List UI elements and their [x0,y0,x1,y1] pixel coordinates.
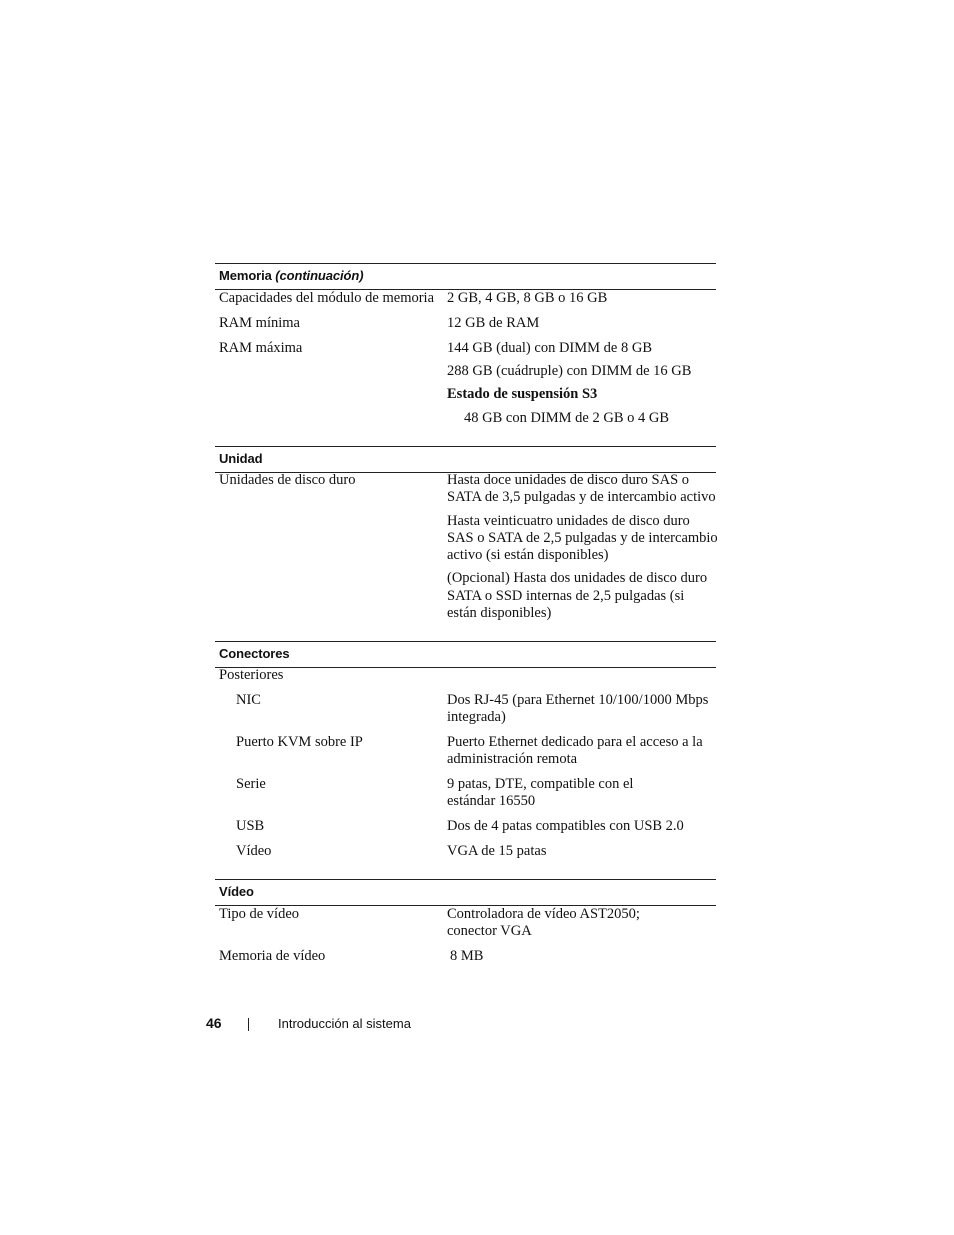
spec-value-hdd-35-line2: SATA de 3,5 pulgadas y de intercambio activo [447,489,716,505]
spec-value-video-type-line2: conector VGA [447,923,532,939]
footer-section-title: Introducción al sistema [278,1016,411,1031]
spec-label-hard-drives: Unidades de disco duro [219,472,356,488]
connectors-section-header [215,641,716,668]
memory-section-header [215,263,716,290]
spec-value-kvm-line2: administración remota [447,751,578,767]
spec-label-video-type: Tipo de vídeo [219,906,300,922]
spec-value-video-connector: VGA de 15 patas [447,843,547,859]
page-number: 46 [206,1015,222,1031]
memory-title-text: Memoria [219,268,272,283]
spec-label-nic: NIC [236,692,261,708]
drive-section-title: Unidad [219,451,263,466]
spec-value-hdd-optional-line3: están disponibles) [447,605,552,621]
spec-subheading-s3: Estado de suspensión S3 [447,386,598,402]
spec-value-hdd-optional-line2: SATA o SSD internas de 2,5 pulgadas (si [447,588,685,604]
spec-value-ram-max: 144 GB (dual) con DIMM de 8 GB [447,340,652,356]
video-section-header [215,879,716,906]
spec-label-rear: Posteriores [219,667,284,683]
spec-value-video-type-line1: Controladora de vídeo AST2050; [447,906,640,922]
video-section-title: Vídeo [219,884,254,899]
spec-value-hdd-optional-line1: (Opcional) Hasta dos unidades de disco duro [447,570,708,586]
spec-value-kvm-line1: Puerto Ethernet dedicado para el acceso a la [447,734,703,750]
spec-value-ram-max-quad: 288 GB (cuádruple) con DIMM de 16 GB [447,363,692,379]
connectors-section-title: Conectores [219,646,290,661]
spec-value-usb: Dos de 4 patas compatibles con USB 2.0 [447,818,684,834]
spec-value-hdd-25-line2: SAS o SATA de 2,5 pulgadas y de intercambio [447,530,718,546]
spec-label-serial: Serie [236,776,266,792]
spec-value-nic-line1: Dos RJ-45 (para Ethernet 10/100/1000 Mbps [447,692,709,708]
spec-label-video-memory: Memoria de vídeo [219,948,326,964]
memory-title-suffix: (continuación) [275,268,364,283]
spec-label-ram-min: RAM mínima [219,315,300,331]
spec-label-kvm: Puerto KVM sobre IP [236,734,363,750]
spec-value-s3: 48 GB con DIMM de 2 GB o 4 GB [464,410,670,426]
footer-separator [248,1018,249,1031]
spec-value-video-memory: 8 MB [450,948,484,964]
spec-value-serial-line2: estándar 16550 [447,793,536,809]
spec-value-memory-capacities: 2 GB, 4 GB, 8 GB o 16 GB [447,290,608,306]
drive-section-header [215,446,716,473]
spec-label-ram-max: RAM máxima [219,340,303,356]
spec-value-nic-line2: integrada) [447,709,506,725]
spec-value-hdd-35-line1: Hasta doce unidades de disco duro SAS o [447,472,690,488]
spec-label-video-connector: Vídeo [236,843,272,859]
memory-section-title [219,268,363,283]
spec-value-serial-line1: 9 patas, DTE, compatible con el [447,776,634,792]
spec-value-hdd-25-line1: Hasta veinticuatro unidades de disco duro [447,513,690,529]
spec-label-usb: USB [236,818,265,834]
spec-label-memory-capacities: Capacidades del módulo de memoria [219,290,435,306]
spec-value-ram-min: 12 GB de RAM [447,315,540,331]
spec-value-hdd-25-line3: activo (si están disponibles) [447,547,609,563]
